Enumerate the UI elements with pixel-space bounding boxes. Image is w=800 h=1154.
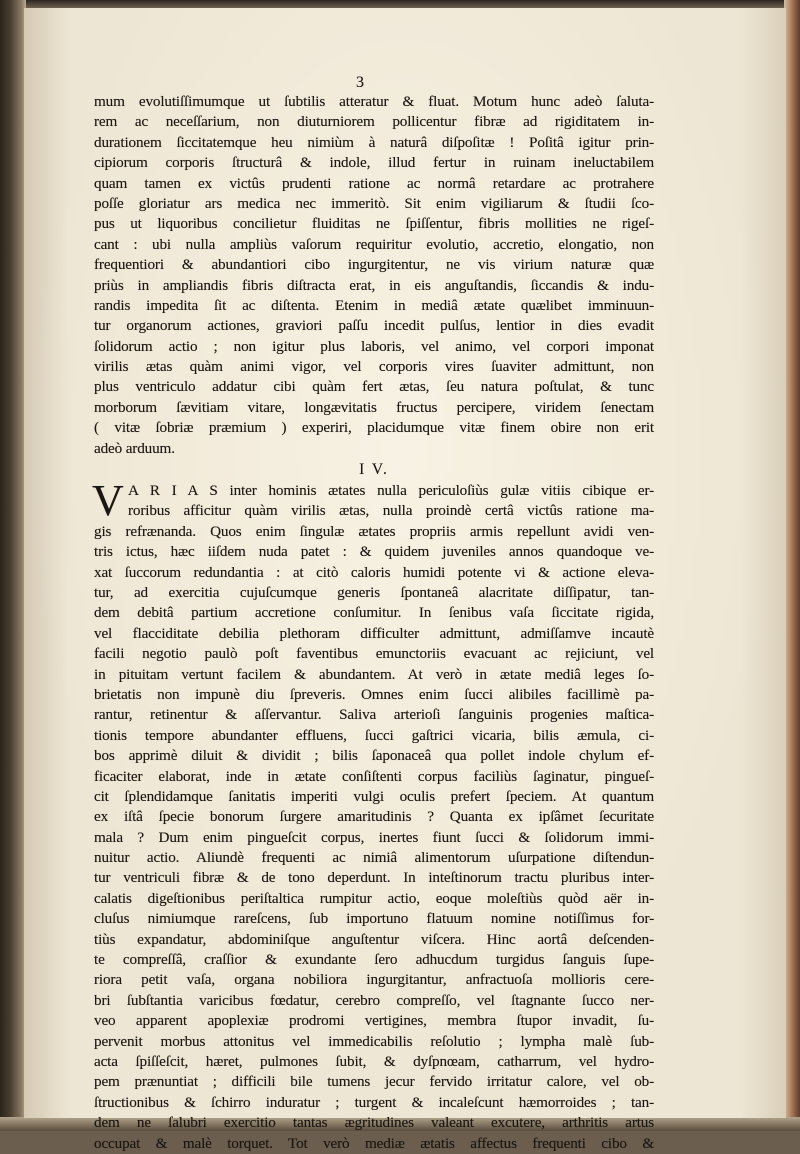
- text-line: cant : ubi nulla ampliùs vaſorum requiritur evolutio, accretio, elongatio, non: [94, 235, 654, 253]
- text-line: randis impedita ſit ac diſtenta. Etenim in mediâ ætate quælibet imminuun-: [94, 296, 654, 314]
- section-paragraph: [94, 522, 654, 1154]
- text-line: riora petit vaſa, organa nobiliora ingurgitantur, anfractuoſa mollioris cere-: [94, 971, 654, 989]
- text-line: cluſus nimiumque rareſcens, ſub importuno flatuum nomine notiſſimus for-: [94, 910, 654, 928]
- text-line: dem ne ſalubri exercitio tantas ægritudines valeant excutere, arthritis artus: [94, 1114, 654, 1132]
- text-line: mum evolutiſſimumque ut ſubtilis atteratur & fluat. Motum hunc adeò ſalutа-: [94, 93, 654, 110]
- text-line: calatis digeſtionibus periſtaltica rumpitur actio, eoque moleſtiùs quòd aër in-: [94, 889, 654, 907]
- text-line: dem debitâ partium accretione conſumitur. In ſenibus vaſa ſiccitate rigida,: [94, 604, 654, 622]
- text-line: tionis tempore abundanter effluens, ſucci gaſtrici vicaria, bilis æmula, ci-: [94, 726, 654, 744]
- text-line: morborum ſævitiam vitare, longævitatis fructus percipere, viridem ſenectam: [94, 398, 654, 416]
- text-line: cipiorum corporis ſtructurâ & indole, illud fertur in ruinam ineluctabilem: [94, 154, 654, 172]
- text-line: acta ſpiſſeſcit, hæret, pulmones ſubit, & dyſpnœam, catharrum, vel hydro-: [94, 1052, 654, 1070]
- text-line: ( vitæ ſobriæ præmium ) experiri, placidumque vitæ finem obire non erit: [94, 419, 654, 437]
- text-line: ſolidorum actio ; non igitur plus laboris, vel animo, vel corpori imponat: [94, 337, 654, 355]
- text-line: bri ſubſtantia varicibus fœdatur, cerebro compreſſo, vel ſtagnante ſucco ner-: [94, 991, 654, 1009]
- text-line: bos apprimè diluit & dividit ; bilis ſaponaceâ qua pollet indole chylum ef-: [94, 747, 654, 765]
- text-line: brietatis non impunè diu ſpreveris. Omnes enim ſucci alibiles facillimè pa-: [94, 685, 654, 703]
- text-line: mala ? Dum enim pingueſcit corpus, inertes fiunt ſucci & ſolidorum immi-: [94, 828, 654, 846]
- book-spine-left: [0, 0, 26, 1131]
- text-line: roribus afficitur quàm virilis ætas, nulla proindè certâ victûs ratione ma-: [128, 502, 654, 520]
- text-line: occupat & malè torquet. Tot verò mediæ ætatis affectus frequenti cibo &: [94, 1134, 654, 1152]
- text-line: pem prænuntiat ; difficili bile tumens jecur fervido irritatur calore, vel ob-: [94, 1073, 654, 1091]
- text-line: virilis ætas quàm animi vigor, vel corporis vires ſuaviter admittunt, non: [94, 358, 654, 376]
- drop-cap-indented-lines: [92, 476, 654, 526]
- text-line: facili negotio paulò poſt faventibus emunctoriis evacuant ac rejiciunt, vel: [94, 645, 654, 663]
- text-line: plus ventriculo addatur cibi quàm fert ætas, ſeu natura poſtulat, & tunc: [94, 378, 654, 396]
- text-line: tiùs expandatur, abdominiſque anguſtentur viſcera. Hinc aortâ deſcenden-: [94, 930, 654, 948]
- text-line: nuitur actio. Aliundè frequenti ac nimiâ alimentorum uſurpatione diſtendun-: [94, 849, 654, 867]
- text-line: priùs in ampliandis fibris diſtracta erat, in eis anguſtandis, ſiccandis & indu-: [94, 276, 654, 294]
- text-line: ficaciter elaborat, inde in ætate conſiſtenti corpus faciliùs ſaginatur, pingueſ-: [94, 767, 654, 785]
- text-line: gis refrænanda. Quos enim ſingulæ ætates propriis armis repellunt avidi ven-: [94, 522, 654, 540]
- text-line: poſſe gloriatur ars medica nec immeritò. Sit enim vigiliarum & ſtudii ſco-: [94, 194, 654, 212]
- section-opening: [92, 476, 654, 526]
- section-heading: I V.: [359, 461, 389, 479]
- document-page: [24, 8, 786, 1152]
- text-line: quam tamen ex victûs prudenti ratione ac normâ retardare ac protrahere: [94, 174, 654, 192]
- text-line: rem ac neceſſarium, non diuturniorem pollicentur fibræ ad rigiditatem in-: [94, 113, 654, 131]
- text-line: ſtructionibus & ſchirro induratur ; turgent & incaleſcunt hæmorroides ; tan-: [94, 1093, 654, 1111]
- page-number: 3: [356, 74, 364, 91]
- text-line: A R I A S inter hominis ætates nulla periculoſiùs gulæ vitiis cibique er-: [128, 482, 654, 500]
- text-line: in pituitam vertunt facilem & abundantem. At verò in ætate mediâ leges ſo-: [94, 665, 654, 683]
- text-line: pus ut liquoribus concilietur fluiditas ne ſpiſſentur, fibris mollities ne rigeſ-: [94, 215, 654, 233]
- text-line: te compreſſâ, craſſior & exundante ſero adhucdum turgidus ſanguis ſupe-: [94, 951, 654, 969]
- body-text: [94, 92, 654, 1154]
- book-page-edge-right: [784, 0, 800, 1131]
- text-line: adeò arduum.: [94, 439, 175, 457]
- text-line: frequentiori & abundantiori cibo ingurgitentur, ne vis virium naturæ quæ: [94, 256, 654, 274]
- text-line: ex iſtâ ſpecie bonorum ſurgere amaritudinis ? Quanta ex ipſâmet ſecuritate: [94, 808, 654, 826]
- text-line: durationem ſiccitatemque heu nimiùm à naturâ diſpoſitæ ! Poſitâ igitur prin-: [94, 133, 654, 151]
- paragraph-continuation: [94, 92, 654, 459]
- text-line: veo apparent apoplexiæ prodromi vertigines, membra ſtupor invadit, ſu-: [94, 1012, 654, 1030]
- book-top-edge: [0, 0, 800, 8]
- drop-cap: V: [92, 476, 124, 526]
- text-line: cit ſplendidamque ſanitatis imperiti vulgi oculis prefert ſpeciem. At quantum: [94, 787, 654, 805]
- text-line: tur organorum actiones, graviori paſſu incedit pulſus, lentior in dies evadit: [94, 317, 654, 335]
- text-line: tur ventriculi fibræ & de tono deperdunt. In inteſtinorum tractu pluribus inter-: [94, 869, 654, 887]
- text-line: tur, ad exercitia cujuſcumque generis ſpontaneâ alacritate diſſipatur, tan-: [94, 583, 654, 601]
- text-line: pervenit morbus attonitus vel immedicabilis reſolutio ; lympha malè ſub-: [94, 1032, 654, 1050]
- text-line: tris ictus, hæc iiſdem nuda patet : & quidem juveniles annos quandoque ve-: [94, 543, 654, 561]
- text-line: vel flacciditate debilia plethoram difficulter admittunt, admiſſamve incautè: [94, 624, 654, 642]
- text-line: xat ſuccorum redundantia : at citò caloris humidi potente vi & actione eleva-: [94, 563, 654, 581]
- text-line: rantur, retinentur & aſſervantur. Saliva arterioſi ſanguinis progenies maſtica-: [94, 706, 654, 724]
